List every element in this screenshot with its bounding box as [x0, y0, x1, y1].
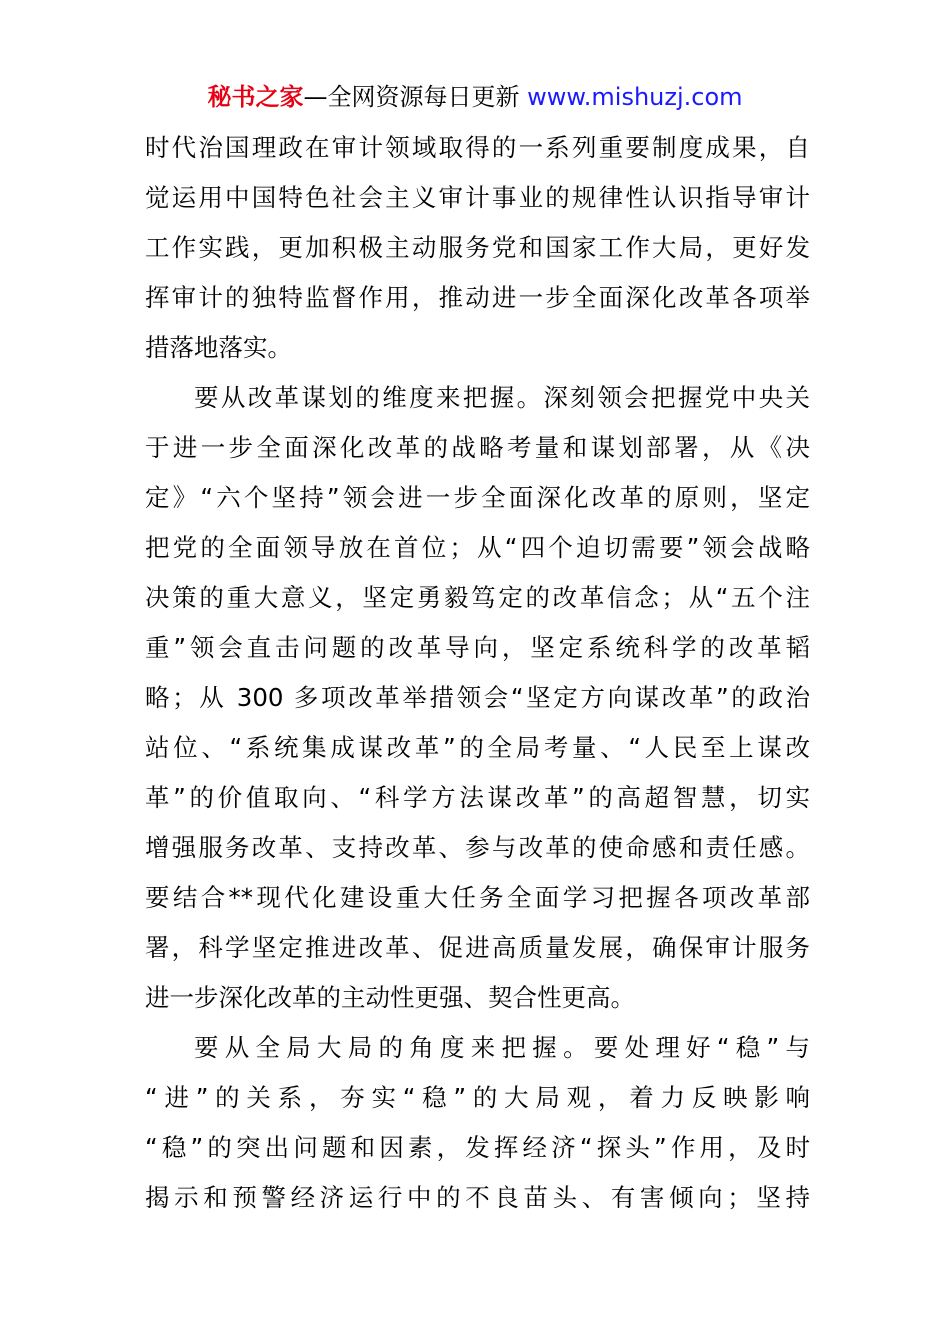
text-line: 要结合**现代化建设重大任务全面学习把握各项改革部 — [145, 883, 810, 912]
text-line: 重”领会直击问题的改革导向，坚定系统科学的改革韬 — [145, 633, 810, 662]
paragraph-start-line: 要从改革谋划的维度来把握。深刻领会把握党中央关 — [194, 383, 810, 412]
site-tagline: —全网资源每日更新 — [303, 83, 528, 111]
text-line: 措落地落实。 — [145, 333, 292, 362]
paragraph-start-line: 要从全局大局的角度来把握。要处理好“稳”与 — [194, 1033, 810, 1062]
text-line: 增强服务改革、支持改革、参与改革的使命感和责任感。 — [145, 833, 810, 862]
text-line: 进一步深化改革的主动性更强、契合性更高。 — [145, 983, 635, 1012]
text-line: “进”的关系，夯实“稳”的大局观，着力反映影响 — [145, 1083, 810, 1112]
text-line: “稳”的突出问题和因素，发挥经济“探头”作用，及时 — [145, 1133, 810, 1162]
text-line: 把党的全面领导放在首位；从“四个迫切需要”领会战略 — [145, 533, 810, 562]
text-line: 时代治国理政在审计领域取得的一系列重要制度成果，自 — [145, 133, 810, 162]
text-line: 于进一步全面深化改革的战略考量和谋划部署，从《决 — [145, 433, 810, 462]
site-header — [0, 80, 950, 114]
text-line: 工作实践，更加积极主动服务党和国家工作大局，更好发 — [145, 233, 810, 262]
text-line: 略；从 300 多项改革举措领会“坚定方向谋改革”的政治 — [145, 683, 810, 712]
text-line: 挥审计的独特监督作用，推动进一步全面深化改革各项举 — [145, 283, 810, 312]
text-line: 署，科学坚定推进改革、促进高质量发展，确保审计服务 — [145, 933, 810, 962]
text-line: 定》“六个坚持”领会进一步全面深化改革的原则，坚定 — [145, 483, 810, 512]
text-line: 决策的重大意义，坚定勇毅笃定的改革信念；从“五个注 — [145, 583, 810, 612]
text-line: 揭示和预警经济运行中的不良苗头、有害倾向；坚持 — [145, 1183, 810, 1212]
text-line: 革”的价值取向、“科学方法谋改革”的高超智慧，切实 — [145, 783, 810, 812]
text-line: 站位、“系统集成谋改革”的全局考量、“人民至上谋改 — [145, 733, 810, 762]
site-brand: 秘书之家 — [207, 83, 304, 111]
site-url[interactable]: www.mishuzj.com — [527, 83, 743, 111]
document-body — [145, 123, 810, 1223]
text-line: 觉运用中国特色社会主义审计事业的规律性认识指导审计 — [145, 183, 810, 212]
